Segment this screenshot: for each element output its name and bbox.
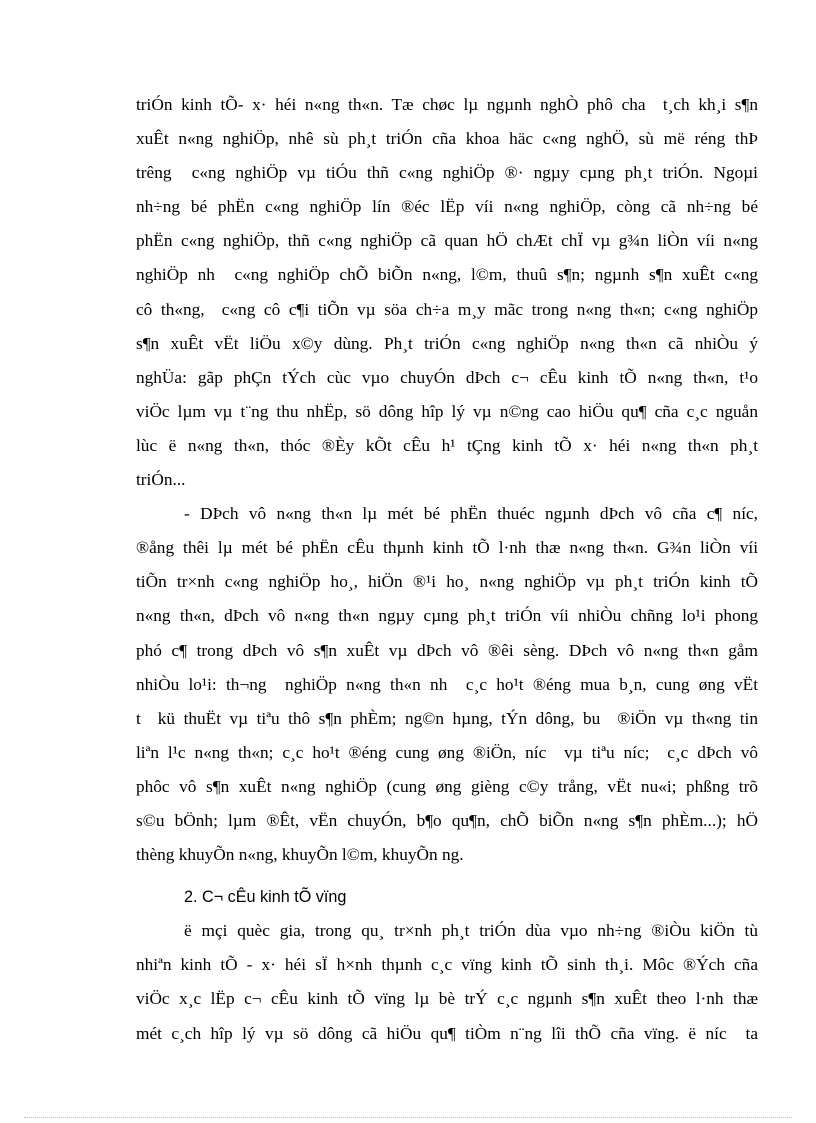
text-line: t kü thuËt vµ tiªu thô s¶n phÈm; ng©n hµng, tÝn dông, bu ®iÖn vµ th«ng tin (136, 708, 758, 728)
text-line: ë mçi quèc gia, trong qu¸ tr×nh ph¸t triÓn dùa vµo nh÷ng ®iÒu kiÖn tù (184, 921, 758, 941)
page-bottom-rule (24, 1117, 792, 1118)
text-line: nghiÖp nh c«ng nghiÖp chÕ biÕn n«ng, l©m, thuû s¶n; ngµnh s¶n xuÊt c«ng (136, 265, 758, 285)
text-line: triÓn... (136, 470, 186, 490)
text-line: ®ång thêi lµ mét bé phËn cÊu thµnh kinh tÕ l·nh thæ n«ng th«n. G¾n liÒn víi (136, 538, 758, 558)
text-line: phËn c«ng nghiÖp, thñ c«ng nghiÖp cã quan hÖ chÆt chÏ vµ g¾n liÒn víi n«ng (136, 231, 758, 251)
paragraph-spacer (136, 872, 758, 880)
text-line: phôc vô s¶n xuÊt n«ng nghiÖp (cung øng gièng c©y trång, vËt nu«i; phßng trõ (136, 776, 758, 796)
text-line: lùc ë n«ng th«n, thóc ®Èy kÕt cÊu h¹ tÇng kinh tÕ x· héi n«ng th«n ph¸t (136, 435, 758, 455)
text-line: s©u bÖnh; lµm ®Êt, vËn chuyÓn, b¶o qu¶n, chÕ biÕn n«ng s¶n phÈm...); hÖ (136, 810, 758, 830)
text-line: cô th«ng, c«ng cô c¶i tiÕn vµ söa ch÷a m¸y mãc trong n«ng th«n; c«ng nghiÖp (136, 299, 758, 319)
text-line: tiÕn tr×nh c«ng nghiÖp ho¸, hiÖn ®¹i ho¸ n«ng nghiÖp vµ ph¸t triÓn kinh tÕ (136, 572, 758, 592)
text-line: n«ng th«n, dÞch vô n«ng th«n ngµy cµng ph¸t triÓn víi nhiÒu chñng lo¹i phong (136, 606, 758, 626)
text-line: - DÞch vô n«ng th«n lµ mét bé phËn thuéc ngµnh dÞch vô cña c¶ níc, (184, 504, 758, 524)
text-line: nhiÒu lo¹i: th¬ng nghiÖp n«ng th«n nh c¸c ho¹t ®éng mua b¸n, cung øng vËt (136, 674, 758, 694)
paragraph-rural-industry (136, 88, 758, 497)
text-line: viÖc lµm vµ t¨ng thu nhËp, sö dông hîp lý vµ n©ng cao hiÖu qu¶ cña c¸c nguån (136, 401, 758, 421)
text-line: mét c¸ch hîp lý vµ sö dông cã hiÖu qu¶ tiÒm n¨ng lîi thÕ cña vïng. ë níc ta (136, 1023, 758, 1043)
text-line: triÓn kinh tÕ- x· héi n«ng th«n. Tæ chøc lµ ngµnh nghÒ phô cha t¸ch kh¸i s¶n (136, 95, 758, 114)
text-line: nh÷ng bé phËn c«ng nghiÖp lín ®éc lËp víi n«ng nghiÖp, còng cã nh÷ng bé (136, 197, 758, 217)
section-heading: 2. C¬ cÊu kinh tÕ vïng (184, 888, 347, 907)
text-line: s¶n xuÊt vËt liÖu x©y dùng. Ph¸t triÓn c«ng nghiÖp n«ng th«n cã nhiÒu ý (136, 333, 758, 353)
paragraph-regional-structure (136, 914, 758, 1050)
text-line: viÖc x¸c lËp c¬ cÊu kinh tÕ vïng lµ bè trÝ c¸c ngµnh s¶n xuÊt theo l·nh thæ (136, 989, 758, 1009)
text-line: nghÜa: gãp phÇn tÝch cùc vµo chuyÓn dÞch c¬ cÊu kinh tÕ n«ng th«n, t¹o (136, 367, 758, 387)
body-text (136, 88, 758, 1051)
text-line: trêng c«ng nghiÖp vµ tiÓu thñ c«ng nghiÖp ®· ngµy cµng ph¸t triÓn. Ngoµi (136, 163, 758, 183)
text-line: thèng khuyÕn n«ng, khuyÕn l©m, khuyÕn ng. (136, 845, 464, 865)
text-line: liªn l¹c n«ng th«n; c¸c ho¹t ®éng cung øng ®iÖn, níc vµ tiªu níc; c¸c dÞch vô (136, 742, 758, 762)
text-line: phó c¶ trong dÞch vô s¶n xuÊt vµ dÞch vô ®êi sèng. DÞch vô n«ng th«n gåm (136, 640, 758, 660)
paragraph-rural-services (136, 497, 758, 872)
text-line: nhiªn kinh tÕ - x· héi sÏ h×nh thµnh c¸c vïng kinh tÕ sinh th¸i. Môc ®Ých cña (136, 955, 758, 975)
text-line: xuÊt n«ng nghiÖp, nhê sù ph¸t triÓn cña khoa häc c«ng nghÖ, sù më réng thÞ (136, 129, 758, 149)
